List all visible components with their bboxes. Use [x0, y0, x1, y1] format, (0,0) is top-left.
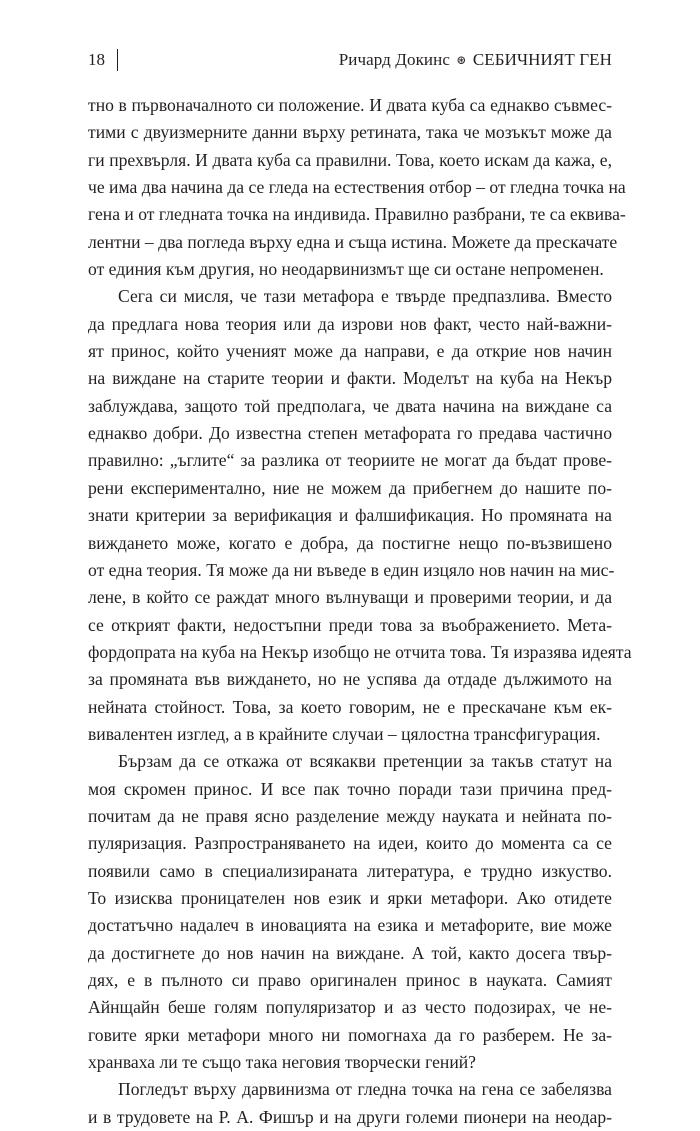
paragraph	[88, 1076, 612, 1131]
text-line: почитам да не правя ясно разделение между науката и нейната по-	[88, 805, 612, 826]
text-line: рени експериментално, ние не можем да прибегнем до нашите по-	[88, 477, 612, 498]
text-line: еднакво добри. До известна степен метафората го предава частично	[88, 423, 612, 444]
text-line: лентни – два погледа върху една и съща истина. Можете да прескачате	[88, 231, 618, 252]
text-line: говите ярки метафори много ни помогнаха да го разберем. Не за-	[88, 1024, 612, 1045]
text-line: тно в първоначалното си положение. И двата куба са еднакво съвмес-	[88, 95, 612, 115]
text-line: Бързам да се откажа от всякакви претенции за такъв статут на	[118, 751, 612, 772]
running-head	[339, 48, 612, 72]
text-line: То изисква проницателен нов език и ярки метафори. Ако отидете	[88, 887, 612, 908]
text-line: фордопрата на куба на Некър изобщо не отчита това. Тя изразява идеята	[88, 641, 632, 662]
text-line: моя скромен принос. И все пак точно поради тази причина пред-	[88, 778, 612, 799]
running-head-separator-icon: ⊛	[456, 53, 467, 67]
text-line: правилно: „ъглите“ за разлика от теориите не могат да бъдат прове-	[88, 450, 612, 471]
text-line: от единия към другия, но неодарвинизмът ще си остане непроменен.	[88, 259, 604, 280]
text-line: на виждане на старите теории и факти. Моделът на куба на Некър	[88, 368, 612, 389]
page-number: 18	[88, 50, 105, 69]
text-line: че има два начина да се гледа на естествения отбор – от гледна точка на	[88, 177, 626, 198]
text-line: се открият факти, недостъпни преди това за въображението. Мета-	[88, 614, 612, 635]
paragraph	[88, 283, 632, 748]
body-text	[88, 92, 632, 1131]
text-line: Айнщайн беше голям популяризатор и аз често подозирах, че не-	[88, 997, 612, 1018]
page-header	[88, 48, 612, 72]
running-head-author: Ричард Докинс	[338, 50, 450, 69]
text-line: знати критерии за верификация и фалшификация. Но промяната на	[88, 505, 612, 526]
text-line: гена и от гледната точка на индивида. Правилно разбрани, те са еквива-	[88, 204, 626, 225]
text-line: да предлага нова теория или да изрови нов факт, често най-важни-	[88, 313, 612, 334]
text-line: заблуждава, защото той предполага, че двата начина на виждане са	[88, 395, 612, 416]
text-line: от една теория. Тя може да ни въведе в един изцяло нов начин на мис-	[88, 559, 615, 580]
text-line: да достигнете до нов начин на виждане. А той, както досега твър-	[88, 942, 612, 963]
text-line: тими с двуизмерните данни върху ретината, така че мозъкът може да	[88, 122, 612, 143]
text-line: лене, в който се раждат много вълнуващи и проверими теории, и да	[88, 587, 612, 608]
text-line: ят принос, който ученият може да направи, е да открие нов начин	[88, 341, 612, 362]
text-line: вивалентен изглед, а в крайните случаи – цялостна трансфигурация.	[88, 723, 601, 744]
text-line: хранваха ли те също така неговия творчески гений?	[88, 1052, 476, 1073]
running-head-title: СЕБИЧНИЯТ ГЕН	[472, 50, 612, 69]
text-line: достатъчно надалеч в иновацията на езика и метафорите, вие може	[88, 915, 612, 936]
text-line: ги прехвърля. И двата куба са правилни. Това, което искам да кажа, е,	[88, 149, 612, 170]
paragraph	[88, 748, 612, 1076]
paragraph	[88, 92, 626, 283]
text-line: и в трудовете на Р. А. Фишър и на други големи пионери на неодар-	[88, 1106, 612, 1127]
text-line: появили само в специализираната литература, е трудно изкуство.	[88, 860, 612, 881]
text-line: нейната стойност. Това, за което говорим, не е прескачане към ек-	[88, 696, 612, 717]
header-divider	[117, 49, 118, 71]
text-line: Погледът върху дарвинизма от гледна точка на гена се забелязва	[118, 1079, 612, 1100]
text-line: дях, е в пълното си право оригинален принос в науката. Самият	[88, 970, 612, 990]
text-line: Сега си мисля, че тази метафора е твърде предпазлива. Вместо	[118, 286, 612, 307]
text-line: виждането може, когато е добра, да постигне нещо по-възвишено	[88, 532, 612, 553]
text-line: пуляризация. Разпространяването на идеи, които до момента са се	[88, 833, 612, 854]
text-line: за промяната във виждането, но не успява да отдаде дължимото на	[88, 669, 612, 690]
